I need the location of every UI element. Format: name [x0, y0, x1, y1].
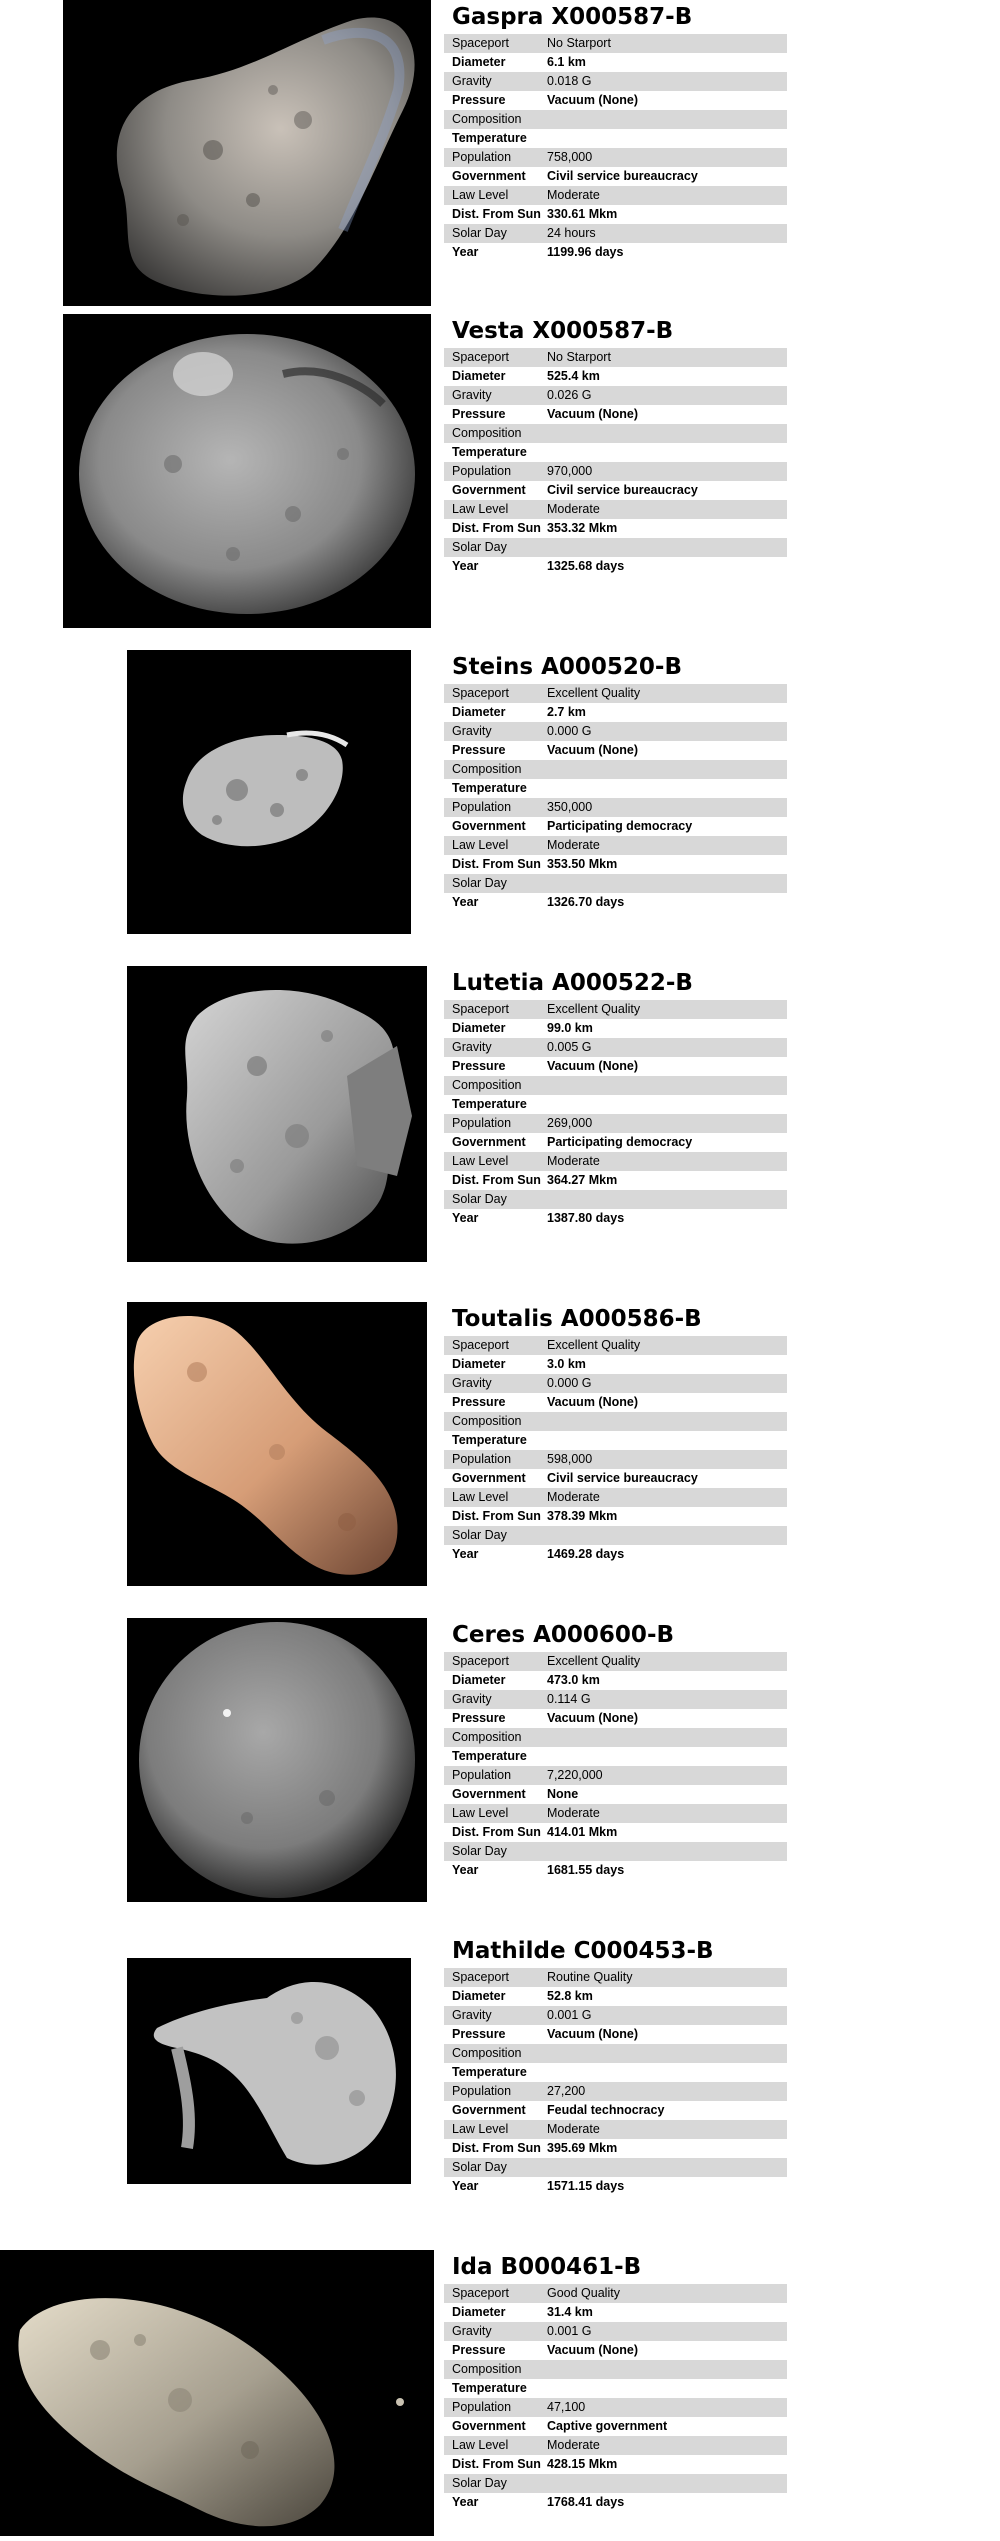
asteroid-title: Vesta X000587-B	[452, 318, 674, 344]
row-distance: Dist. From Sun 428.15 Mkm	[444, 2455, 787, 2474]
toutatis-info-panel	[444, 1302, 787, 1564]
row-pressure: Pressure Vacuum (None)	[444, 1709, 787, 1728]
row-population: Population 7,220,000	[444, 1766, 787, 1785]
row-temperature: Temperature	[444, 129, 787, 148]
asteroid-title: Steins A000520-B	[452, 654, 683, 680]
mathilde-asteroid-graphic	[127, 1958, 411, 2184]
row-temperature: Temperature	[444, 779, 787, 798]
row-population: Population 269,000	[444, 1114, 787, 1133]
row-diameter: Diameter 6.1 km	[444, 53, 787, 72]
row-government: Government Civil service bureaucracy	[444, 167, 787, 186]
row-government: Government Civil service bureaucracy	[444, 1469, 787, 1488]
steins-info-panel	[444, 650, 787, 912]
row-composition: Composition	[444, 1412, 787, 1431]
row-temperature: Temperature	[444, 2379, 787, 2398]
row-law-level: Law Level Moderate	[444, 836, 787, 855]
row-composition: Composition	[444, 1076, 787, 1095]
row-temperature: Temperature	[444, 1431, 787, 1450]
gaspra-asteroid-graphic	[63, 0, 431, 306]
row-composition: Composition	[444, 2044, 787, 2063]
row-spaceport: Spaceport Excellent Quality	[444, 1652, 787, 1671]
row-government: Government None	[444, 1785, 787, 1804]
row-gravity: Gravity 0.000 G	[444, 722, 787, 741]
row-composition: Composition	[444, 1728, 787, 1747]
row-law-level: Law Level Moderate	[444, 1152, 787, 1171]
row-pressure: Pressure Vacuum (None)	[444, 91, 787, 110]
row-spaceport: Spaceport Excellent Quality	[444, 684, 787, 703]
row-spaceport: Spaceport Good Quality	[444, 2284, 787, 2303]
row-gravity: Gravity 0.026 G	[444, 386, 787, 405]
row-diameter: Diameter 3.0 km	[444, 1355, 787, 1374]
row-diameter: Diameter 52.8 km	[444, 1987, 787, 2006]
lutetia-asteroid-image	[127, 966, 427, 1262]
row-gravity: Gravity 0.001 G	[444, 2322, 787, 2341]
row-government: Government Captive government	[444, 2417, 787, 2436]
row-population: Population 27,200	[444, 2082, 787, 2101]
row-composition: Composition	[444, 424, 787, 443]
stats-table	[444, 1652, 787, 1880]
ceres-asteroid-image	[127, 1618, 427, 1902]
row-solar-day: Solar Day	[444, 1842, 787, 1861]
row-pressure: Pressure Vacuum (None)	[444, 1057, 787, 1076]
asteroid-title: Gaspra X000587-B	[452, 4, 693, 30]
row-population: Population 970,000	[444, 462, 787, 481]
row-temperature: Temperature	[444, 1747, 787, 1766]
row-distance: Dist. From Sun 414.01 Mkm	[444, 1823, 787, 1842]
gaspra-asteroid-image	[63, 0, 431, 306]
row-pressure: Pressure Vacuum (None)	[444, 1393, 787, 1412]
row-solar-day: Solar Day	[444, 1526, 787, 1545]
steins-asteroid-image	[127, 650, 411, 934]
row-spaceport: Spaceport Excellent Quality	[444, 1336, 787, 1355]
row-diameter: Diameter 2.7 km	[444, 703, 787, 722]
gaspra-info-panel	[444, 0, 787, 262]
row-year: Year 1199.96 days	[444, 243, 787, 262]
ceres-info-panel	[444, 1618, 787, 1880]
row-population: Population 350,000	[444, 798, 787, 817]
stats-table	[444, 348, 787, 576]
lutetia-info-panel	[444, 966, 787, 1228]
row-solar-day: Solar Day	[444, 1190, 787, 1209]
row-year: Year 1469.28 days	[444, 1545, 787, 1564]
row-distance: Dist. From Sun 364.27 Mkm	[444, 1171, 787, 1190]
row-gravity: Gravity 0.001 G	[444, 2006, 787, 2025]
row-year: Year 1681.55 days	[444, 1861, 787, 1880]
row-temperature: Temperature	[444, 2063, 787, 2082]
asteroid-title: Toutalis A000586-B	[452, 1306, 702, 1332]
toutatis-asteroid-graphic	[127, 1302, 427, 1586]
row-government: Government Feudal technocracy	[444, 2101, 787, 2120]
row-spaceport: Spaceport No Starport	[444, 34, 787, 53]
row-distance: Dist. From Sun 395.69 Mkm	[444, 2139, 787, 2158]
mathilde-info-panel	[444, 1934, 787, 2196]
row-pressure: Pressure Vacuum (None)	[444, 405, 787, 424]
row-population: Population 598,000	[444, 1450, 787, 1469]
row-distance: Dist. From Sun 353.50 Mkm	[444, 855, 787, 874]
row-gravity: Gravity 0.000 G	[444, 1374, 787, 1393]
row-year: Year 1326.70 days	[444, 893, 787, 912]
row-gravity: Gravity 0.114 G	[444, 1690, 787, 1709]
row-year: Year 1387.80 days	[444, 1209, 787, 1228]
row-population: Population 47,100	[444, 2398, 787, 2417]
ceres-asteroid-graphic	[127, 1618, 427, 1902]
asteroid-title: Mathilde C000453-B	[452, 1938, 714, 1964]
row-population: Population 758,000	[444, 148, 787, 167]
row-solar-day: Solar Day 24 hours	[444, 224, 787, 243]
vesta-asteroid-graphic	[63, 314, 431, 628]
mathilde-asteroid-image	[127, 1958, 411, 2184]
row-diameter: Diameter 473.0 km	[444, 1671, 787, 1690]
row-law-level: Law Level Moderate	[444, 1804, 787, 1823]
row-law-level: Law Level Moderate	[444, 1488, 787, 1507]
row-composition: Composition	[444, 2360, 787, 2379]
asteroid-title: Ceres A000600-B	[452, 1622, 675, 1648]
row-composition: Composition	[444, 110, 787, 129]
stats-table	[444, 684, 787, 912]
ida-asteroid-image	[0, 2250, 434, 2536]
row-government: Government Participating democracy	[444, 1133, 787, 1152]
dactyl-moon	[396, 2398, 404, 2406]
row-year: Year 1325.68 days	[444, 557, 787, 576]
stats-table	[444, 34, 787, 262]
row-spaceport: Spaceport Routine Quality	[444, 1968, 787, 1987]
row-law-level: Law Level Moderate	[444, 2436, 787, 2455]
lutetia-asteroid-graphic	[127, 966, 427, 1262]
toutatis-asteroid-image	[127, 1302, 427, 1586]
row-pressure: Pressure Vacuum (None)	[444, 741, 787, 760]
row-law-level: Law Level Moderate	[444, 186, 787, 205]
stats-table	[444, 1968, 787, 2196]
row-gravity: Gravity 0.005 G	[444, 1038, 787, 1057]
stats-table	[444, 1000, 787, 1228]
asteroid-title: Ida B000461-B	[452, 2254, 642, 2280]
row-gravity: Gravity 0.018 G	[444, 72, 787, 91]
row-law-level: Law Level Moderate	[444, 2120, 787, 2139]
row-government: Government Civil service bureaucracy	[444, 481, 787, 500]
vesta-info-panel	[444, 314, 787, 576]
row-solar-day: Solar Day	[444, 538, 787, 557]
ida-info-panel	[444, 2250, 787, 2512]
row-spaceport: Spaceport No Starport	[444, 348, 787, 367]
row-composition: Composition	[444, 760, 787, 779]
row-solar-day: Solar Day	[444, 2158, 787, 2177]
vesta-asteroid-image	[63, 314, 431, 628]
row-year: Year 1768.41 days	[444, 2493, 787, 2512]
asteroid-title: Lutetia A000522-B	[452, 970, 693, 996]
row-pressure: Pressure Vacuum (None)	[444, 2025, 787, 2044]
row-solar-day: Solar Day	[444, 874, 787, 893]
row-solar-day: Solar Day	[444, 2474, 787, 2493]
steins-asteroid-graphic	[127, 650, 411, 934]
row-government: Government Participating democracy	[444, 817, 787, 836]
row-diameter: Diameter 525.4 km	[444, 367, 787, 386]
stats-table	[444, 1336, 787, 1564]
row-diameter: Diameter 99.0 km	[444, 1019, 787, 1038]
row-distance: Dist. From Sun 378.39 Mkm	[444, 1507, 787, 1526]
row-law-level: Law Level Moderate	[444, 500, 787, 519]
row-distance: Dist. From Sun 330.61 Mkm	[444, 205, 787, 224]
row-pressure: Pressure Vacuum (None)	[444, 2341, 787, 2360]
stats-table	[444, 2284, 787, 2512]
row-temperature: Temperature	[444, 1095, 787, 1114]
row-diameter: Diameter 31.4 km	[444, 2303, 787, 2322]
row-spaceport: Spaceport Excellent Quality	[444, 1000, 787, 1019]
ida-asteroid-graphic	[0, 2250, 434, 2536]
row-year: Year 1571.15 days	[444, 2177, 787, 2196]
row-distance: Dist. From Sun 353.32 Mkm	[444, 519, 787, 538]
row-temperature: Temperature	[444, 443, 787, 462]
